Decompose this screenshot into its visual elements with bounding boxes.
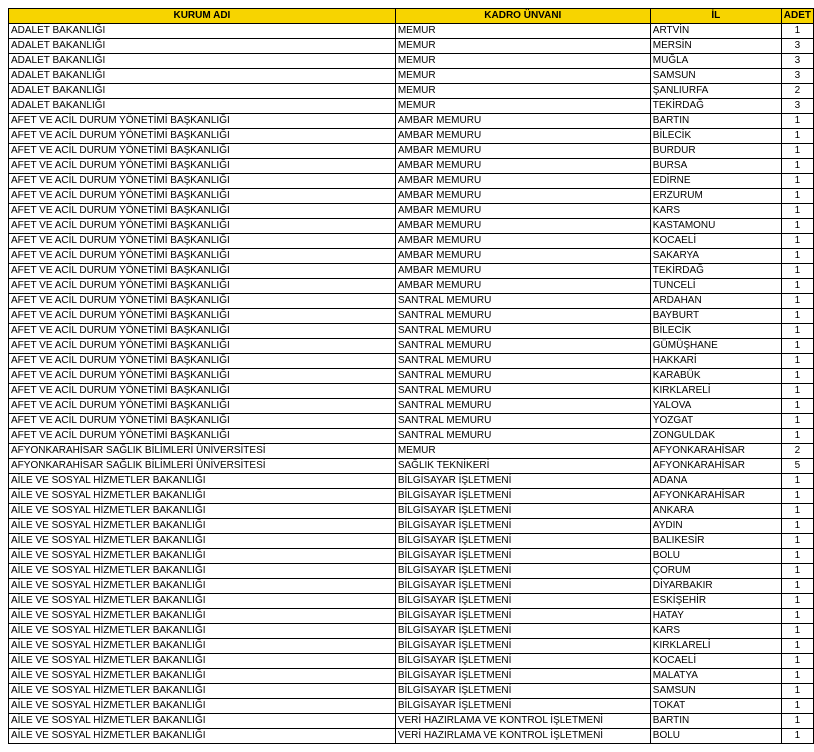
adet-cell[interactable]: 1: [781, 684, 813, 699]
kadro-unvani-cell[interactable]: MEMUR: [395, 24, 650, 39]
kadro-unvani-cell[interactable]: AMBAR MEMURU: [395, 219, 650, 234]
table-row: [9, 324, 814, 339]
table-row: [9, 279, 814, 294]
kurum-adi-cell[interactable]: AFET VE ACİL DURUM YÖNETİMİ BAŞKANLIĞI: [9, 339, 396, 354]
kadro-unvani-cell[interactable]: MEMUR: [395, 444, 650, 459]
kadro-unvani-cell[interactable]: AMBAR MEMURU: [395, 114, 650, 129]
table-row: [9, 504, 814, 519]
table-row: [9, 609, 814, 624]
header-kadro-unvani[interactable]: KADRO ÜNVANI: [395, 9, 650, 24]
kadro-unvani-cell[interactable]: AMBAR MEMURU: [395, 159, 650, 174]
adet-cell[interactable]: 1: [781, 579, 813, 594]
kadro-unvani-cell[interactable]: AMBAR MEMURU: [395, 129, 650, 144]
kadro-unvani-cell[interactable]: BİLGİSAYAR İŞLETMENİ: [395, 654, 650, 669]
kurum-adi-cell[interactable]: AİLE VE SOSYAL HİZMETLER BAKANLIĞI: [9, 684, 396, 699]
table-row: [9, 249, 814, 264]
kadro-unvani-cell[interactable]: MEMUR: [395, 99, 650, 114]
kurum-adi-cell[interactable]: ADALET BAKANLIĞI: [9, 24, 396, 39]
kurum-adi-cell[interactable]: AİLE VE SOSYAL HİZMETLER BAKANLIĞI: [9, 474, 396, 489]
il-cell[interactable]: KIRKLARELİ: [650, 384, 781, 399]
table-row: [9, 639, 814, 654]
table-row: [9, 594, 814, 609]
table-row: [9, 549, 814, 564]
table-row: [9, 534, 814, 549]
kadro-unvani-cell[interactable]: VERİ HAZIRLAMA VE KONTROL İŞLETMENİ: [395, 714, 650, 729]
kadro-unvani-cell[interactable]: BİLGİSAYAR İŞLETMENİ: [395, 504, 650, 519]
kurum-adi-cell[interactable]: AİLE VE SOSYAL HİZMETLER BAKANLIĞI: [9, 639, 396, 654]
kurum-adi-cell[interactable]: AİLE VE SOSYAL HİZMETLER BAKANLIĞI: [9, 564, 396, 579]
adet-cell[interactable]: 1: [781, 714, 813, 729]
table-row: [9, 84, 814, 99]
table-row: [9, 54, 814, 69]
table-row: [9, 294, 814, 309]
il-cell[interactable]: ŞANLIURFA: [650, 84, 781, 99]
kadro-unvani-cell[interactable]: VERİ HAZIRLAMA VE KONTROL İŞLETMENİ: [395, 729, 650, 744]
il-cell[interactable]: AFYONKARAHİSAR: [650, 459, 781, 474]
adet-cell[interactable]: 1: [781, 369, 813, 384]
il-cell[interactable]: TOKAT: [650, 699, 781, 714]
il-cell[interactable]: HAKKARİ: [650, 354, 781, 369]
il-cell[interactable]: MUĞLA: [650, 54, 781, 69]
table-row: [9, 429, 814, 444]
kurum-adi-cell[interactable]: ADALET BAKANLIĞI: [9, 69, 396, 84]
table-row: [9, 369, 814, 384]
table-row: [9, 219, 814, 234]
header-adet[interactable]: ADET: [781, 9, 813, 24]
il-cell[interactable]: HATAY: [650, 609, 781, 624]
adet-cell[interactable]: 1: [781, 669, 813, 684]
kurum-adi-cell[interactable]: AFET VE ACİL DURUM YÖNETİMİ BAŞKANLIĞI: [9, 144, 396, 159]
table-row: [9, 699, 814, 714]
kurum-adi-cell[interactable]: ADALET BAKANLIĞI: [9, 54, 396, 69]
kurum-adi-cell[interactable]: AFET VE ACİL DURUM YÖNETİMİ BAŞKANLIĞI: [9, 324, 396, 339]
adet-cell[interactable]: 1: [781, 279, 813, 294]
kurum-adi-cell[interactable]: AFET VE ACİL DURUM YÖNETİMİ BAŞKANLIĞI: [9, 354, 396, 369]
adet-cell[interactable]: 1: [781, 114, 813, 129]
il-cell[interactable]: KARABÜK: [650, 369, 781, 384]
table-row: [9, 24, 814, 39]
table-row: [9, 129, 814, 144]
adet-cell[interactable]: 1: [781, 594, 813, 609]
table-row: [9, 114, 814, 129]
adet-cell[interactable]: 1: [781, 654, 813, 669]
kadro-unvani-cell[interactable]: SANTRAL MEMURU: [395, 414, 650, 429]
kadro-unvani-cell[interactable]: BİLGİSAYAR İŞLETMENİ: [395, 564, 650, 579]
kurum-adi-cell[interactable]: AFYONKARAHİSAR SAĞLIK BİLİMLERİ ÜNİVERSİTESİ: [9, 459, 396, 474]
il-cell[interactable]: BİLECİK: [650, 129, 781, 144]
kadro-unvani-cell[interactable]: SANTRAL MEMURU: [395, 324, 650, 339]
kadro-unvani-cell[interactable]: MEMUR: [395, 84, 650, 99]
il-cell[interactable]: BOLU: [650, 549, 781, 564]
table-row: [9, 444, 814, 459]
kurum-adi-cell[interactable]: AFET VE ACİL DURUM YÖNETİMİ BAŞKANLIĞI: [9, 114, 396, 129]
kadro-unvani-cell[interactable]: SANTRAL MEMURU: [395, 369, 650, 384]
table-row: [9, 69, 814, 84]
kadro-unvani-cell[interactable]: AMBAR MEMURU: [395, 234, 650, 249]
table-row: [9, 174, 814, 189]
kurum-adi-cell[interactable]: AİLE VE SOSYAL HİZMETLER BAKANLIĞI: [9, 504, 396, 519]
kurum-adi-cell[interactable]: AFET VE ACİL DURUM YÖNETİMİ BAŞKANLIĞI: [9, 219, 396, 234]
il-cell[interactable]: KOCAELİ: [650, 654, 781, 669]
kadro-unvani-cell[interactable]: AMBAR MEMURU: [395, 189, 650, 204]
table-row: [9, 519, 814, 534]
adet-cell[interactable]: 1: [781, 729, 813, 744]
kadro-unvani-cell[interactable]: BİLGİSAYAR İŞLETMENİ: [395, 549, 650, 564]
table-row: [9, 729, 814, 744]
adet-cell[interactable]: 1: [781, 489, 813, 504]
adet-cell[interactable]: 1: [781, 399, 813, 414]
adet-cell[interactable]: 1: [781, 204, 813, 219]
kurum-adi-cell[interactable]: AİLE VE SOSYAL HİZMETLER BAKANLIĞI: [9, 579, 396, 594]
il-cell[interactable]: DİYARBAKIR: [650, 579, 781, 594]
adet-cell[interactable]: 1: [781, 474, 813, 489]
adet-cell[interactable]: 1: [781, 699, 813, 714]
il-cell[interactable]: GÜMÜŞHANE: [650, 339, 781, 354]
table-row: [9, 264, 814, 279]
kurum-adi-cell[interactable]: AİLE VE SOSYAL HİZMETLER BAKANLIĞI: [9, 699, 396, 714]
table-row: [9, 309, 814, 324]
il-cell[interactable]: KARS: [650, 624, 781, 639]
kurum-adi-cell[interactable]: AFET VE ACİL DURUM YÖNETİMİ BAŞKANLIĞI: [9, 249, 396, 264]
adet-cell[interactable]: 1: [781, 519, 813, 534]
table-row: [9, 489, 814, 504]
table-row: [9, 564, 814, 579]
adet-cell[interactable]: 1: [781, 384, 813, 399]
kurum-adi-cell[interactable]: AFET VE ACİL DURUM YÖNETİMİ BAŞKANLIĞI: [9, 234, 396, 249]
kurum-adi-cell[interactable]: AİLE VE SOSYAL HİZMETLER BAKANLIĞI: [9, 489, 396, 504]
adet-cell[interactable]: 1: [781, 24, 813, 39]
il-cell[interactable]: SAKARYA: [650, 249, 781, 264]
kurum-adi-cell[interactable]: AİLE VE SOSYAL HİZMETLER BAKANLIĞI: [9, 609, 396, 624]
kurum-adi-cell[interactable]: ADALET BAKANLIĞI: [9, 39, 396, 54]
adet-cell[interactable]: 1: [781, 534, 813, 549]
adet-cell[interactable]: 3: [781, 69, 813, 84]
kurum-adi-cell[interactable]: AİLE VE SOSYAL HİZMETLER BAKANLIĞI: [9, 714, 396, 729]
table-row: [9, 144, 814, 159]
table-row: [9, 459, 814, 474]
il-cell[interactable]: BOLU: [650, 729, 781, 744]
kadro-unvani-cell[interactable]: BİLGİSAYAR İŞLETMENİ: [395, 609, 650, 624]
adet-cell[interactable]: 3: [781, 54, 813, 69]
il-cell[interactable]: BAYBURT: [650, 309, 781, 324]
adet-cell[interactable]: 1: [781, 504, 813, 519]
kurum-adi-cell[interactable]: AİLE VE SOSYAL HİZMETLER BAKANLIĞI: [9, 624, 396, 639]
table-row: [9, 624, 814, 639]
table-row: [9, 159, 814, 174]
header-il[interactable]: İL: [650, 9, 781, 24]
kurum-adi-cell[interactable]: AİLE VE SOSYAL HİZMETLER BAKANLIĞI: [9, 669, 396, 684]
adet-cell[interactable]: 1: [781, 354, 813, 369]
kurum-adi-cell[interactable]: AİLE VE SOSYAL HİZMETLER BAKANLIĞI: [9, 519, 396, 534]
kurum-adi-cell[interactable]: AFET VE ACİL DURUM YÖNETİMİ BAŞKANLIĞI: [9, 414, 396, 429]
kadro-unvani-cell[interactable]: MEMUR: [395, 54, 650, 69]
kadro-unvani-cell[interactable]: SANTRAL MEMURU: [395, 294, 650, 309]
table-row: [9, 204, 814, 219]
table-row: [9, 234, 814, 249]
kurum-adi-cell[interactable]: AFET VE ACİL DURUM YÖNETİMİ BAŞKANLIĞI: [9, 174, 396, 189]
table-row: [9, 684, 814, 699]
adet-cell[interactable]: 1: [781, 174, 813, 189]
il-cell[interactable]: AYDIN: [650, 519, 781, 534]
header-row: [9, 9, 814, 24]
header-kurum-adi[interactable]: KURUM ADI: [9, 9, 396, 24]
kadro-unvani-cell[interactable]: MEMUR: [395, 69, 650, 84]
il-cell[interactable]: TEKİRDAĞ: [650, 99, 781, 114]
il-cell[interactable]: ADANA: [650, 474, 781, 489]
table-row: [9, 654, 814, 669]
kadro-unvani-cell[interactable]: AMBAR MEMURU: [395, 204, 650, 219]
kurum-adi-cell[interactable]: AFET VE ACİL DURUM YÖNETİMİ BAŞKANLIĞI: [9, 189, 396, 204]
kurum-adi-cell[interactable]: AFET VE ACİL DURUM YÖNETİMİ BAŞKANLIĞI: [9, 384, 396, 399]
adet-cell[interactable]: 1: [781, 249, 813, 264]
il-cell[interactable]: AFYONKARAHİSAR: [650, 444, 781, 459]
kurum-adi-cell[interactable]: AFET VE ACİL DURUM YÖNETİMİ BAŞKANLIĞI: [9, 294, 396, 309]
table-row: [9, 399, 814, 414]
adet-cell[interactable]: 1: [781, 264, 813, 279]
kadro-unvani-cell[interactable]: BİLGİSAYAR İŞLETMENİ: [395, 534, 650, 549]
il-cell[interactable]: MERSİN: [650, 39, 781, 54]
kadro-unvani-cell[interactable]: SANTRAL MEMURU: [395, 354, 650, 369]
kadro-unvani-cell[interactable]: SANTRAL MEMURU: [395, 429, 650, 444]
table-row: [9, 189, 814, 204]
table-row: [9, 579, 814, 594]
il-cell[interactable]: BURSA: [650, 159, 781, 174]
kadro-unvani-cell[interactable]: BİLGİSAYAR İŞLETMENİ: [395, 474, 650, 489]
table-row: [9, 339, 814, 354]
il-cell[interactable]: TUNCELİ: [650, 279, 781, 294]
kadro-table: [8, 8, 814, 744]
il-cell[interactable]: MALATYA: [650, 669, 781, 684]
il-cell[interactable]: ARTVİN: [650, 24, 781, 39]
il-cell[interactable]: SAMSUN: [650, 69, 781, 84]
table-row: [9, 39, 814, 54]
il-cell[interactable]: BARTIN: [650, 114, 781, 129]
il-cell[interactable]: KOCAELİ: [650, 234, 781, 249]
kurum-adi-cell[interactable]: ADALET BAKANLIĞI: [9, 99, 396, 114]
adet-cell[interactable]: 3: [781, 39, 813, 54]
kurum-adi-cell[interactable]: ADALET BAKANLIĞI: [9, 84, 396, 99]
kadro-unvani-cell[interactable]: BİLGİSAYAR İŞLETMENİ: [395, 594, 650, 609]
il-cell[interactable]: ARDAHAN: [650, 294, 781, 309]
kurum-adi-cell[interactable]: AFET VE ACİL DURUM YÖNETİMİ BAŞKANLIĞI: [9, 159, 396, 174]
il-cell[interactable]: BİLECİK: [650, 324, 781, 339]
kadro-unvani-cell[interactable]: BİLGİSAYAR İŞLETMENİ: [395, 624, 650, 639]
kadro-unvani-cell[interactable]: SANTRAL MEMURU: [395, 384, 650, 399]
kurum-adi-cell[interactable]: AFET VE ACİL DURUM YÖNETİMİ BAŞKANLIĞI: [9, 279, 396, 294]
il-cell[interactable]: KARS: [650, 204, 781, 219]
adet-cell[interactable]: 1: [781, 324, 813, 339]
kadro-unvani-cell[interactable]: BİLGİSAYAR İŞLETMENİ: [395, 519, 650, 534]
kurum-adi-cell[interactable]: AİLE VE SOSYAL HİZMETLER BAKANLIĞI: [9, 549, 396, 564]
table-row: [9, 354, 814, 369]
kadro-unvani-cell[interactable]: MEMUR: [395, 39, 650, 54]
adet-cell[interactable]: 1: [781, 234, 813, 249]
adet-cell[interactable]: 1: [781, 294, 813, 309]
kadro-unvani-cell[interactable]: BİLGİSAYAR İŞLETMENİ: [395, 639, 650, 654]
adet-cell[interactable]: 1: [781, 309, 813, 324]
adet-cell[interactable]: 1: [781, 339, 813, 354]
adet-cell[interactable]: 1: [781, 219, 813, 234]
adet-cell[interactable]: 5: [781, 459, 813, 474]
adet-cell[interactable]: 1: [781, 609, 813, 624]
adet-cell[interactable]: 1: [781, 159, 813, 174]
il-cell[interactable]: ANKARA: [650, 504, 781, 519]
kadro-unvani-cell[interactable]: SANTRAL MEMURU: [395, 339, 650, 354]
table-row: [9, 384, 814, 399]
kurum-adi-cell[interactable]: AFET VE ACİL DURUM YÖNETİMİ BAŞKANLIĞI: [9, 429, 396, 444]
table-row: [9, 414, 814, 429]
il-cell[interactable]: AFYONKARAHİSAR: [650, 489, 781, 504]
il-cell[interactable]: ÇORUM: [650, 564, 781, 579]
kurum-adi-cell[interactable]: AİLE VE SOSYAL HİZMETLER BAKANLIĞI: [9, 654, 396, 669]
kurum-adi-cell[interactable]: AFET VE ACİL DURUM YÖNETİMİ BAŞKANLIĞI: [9, 399, 396, 414]
il-cell[interactable]: BURDUR: [650, 144, 781, 159]
kurum-adi-cell[interactable]: AFET VE ACİL DURUM YÖNETİMİ BAŞKANLIĞI: [9, 264, 396, 279]
kadro-unvani-cell[interactable]: SANTRAL MEMURU: [395, 399, 650, 414]
kurum-adi-cell[interactable]: AİLE VE SOSYAL HİZMETLER BAKANLIĞI: [9, 594, 396, 609]
il-cell[interactable]: SAMSUN: [650, 684, 781, 699]
il-cell[interactable]: KASTAMONU: [650, 219, 781, 234]
adet-cell[interactable]: 1: [781, 564, 813, 579]
il-cell[interactable]: BARTIN: [650, 714, 781, 729]
adet-cell[interactable]: 1: [781, 189, 813, 204]
kadro-unvani-cell[interactable]: SANTRAL MEMURU: [395, 309, 650, 324]
kadro-unvani-cell[interactable]: AMBAR MEMURU: [395, 174, 650, 189]
kadro-unvani-cell[interactable]: BİLGİSAYAR İŞLETMENİ: [395, 579, 650, 594]
kurum-adi-cell[interactable]: AİLE VE SOSYAL HİZMETLER BAKANLIĞI: [9, 534, 396, 549]
kadro-unvani-cell[interactable]: AMBAR MEMURU: [395, 144, 650, 159]
kadro-unvani-cell[interactable]: SAĞLIK TEKNİKERİ: [395, 459, 650, 474]
adet-cell[interactable]: 1: [781, 624, 813, 639]
table-row: [9, 99, 814, 114]
kurum-adi-cell[interactable]: AİLE VE SOSYAL HİZMETLER BAKANLIĞI: [9, 729, 396, 744]
il-cell[interactable]: YOZGAT: [650, 414, 781, 429]
table-row: [9, 474, 814, 489]
kurum-adi-cell[interactable]: AFYONKARAHİSAR SAĞLIK BİLİMLERİ ÜNİVERSİTESİ: [9, 444, 396, 459]
il-cell[interactable]: ERZURUM: [650, 189, 781, 204]
adet-cell[interactable]: 2: [781, 84, 813, 99]
kadro-unvani-cell[interactable]: AMBAR MEMURU: [395, 264, 650, 279]
kurum-adi-cell[interactable]: AFET VE ACİL DURUM YÖNETİMİ BAŞKANLIĞI: [9, 369, 396, 384]
kurum-adi-cell[interactable]: AFET VE ACİL DURUM YÖNETİMİ BAŞKANLIĞI: [9, 309, 396, 324]
kadro-unvani-cell[interactable]: BİLGİSAYAR İŞLETMENİ: [395, 684, 650, 699]
table-row: [9, 714, 814, 729]
kadro-unvani-cell[interactable]: BİLGİSAYAR İŞLETMENİ: [395, 669, 650, 684]
il-cell[interactable]: YALOVA: [650, 399, 781, 414]
il-cell[interactable]: BALIKESİR: [650, 534, 781, 549]
il-cell[interactable]: ESKİŞEHİR: [650, 594, 781, 609]
adet-cell[interactable]: 1: [781, 639, 813, 654]
adet-cell[interactable]: 1: [781, 144, 813, 159]
adet-cell[interactable]: 1: [781, 549, 813, 564]
adet-cell[interactable]: 2: [781, 444, 813, 459]
kurum-adi-cell[interactable]: AFET VE ACİL DURUM YÖNETİMİ BAŞKANLIĞI: [9, 129, 396, 144]
adet-cell[interactable]: 1: [781, 414, 813, 429]
adet-cell[interactable]: 3: [781, 99, 813, 114]
il-cell[interactable]: KIRKLARELİ: [650, 639, 781, 654]
adet-cell[interactable]: 1: [781, 429, 813, 444]
il-cell[interactable]: ZONGULDAK: [650, 429, 781, 444]
kadro-unvani-cell[interactable]: AMBAR MEMURU: [395, 249, 650, 264]
kadro-unvani-cell[interactable]: AMBAR MEMURU: [395, 279, 650, 294]
kadro-unvani-cell[interactable]: BİLGİSAYAR İŞLETMENİ: [395, 489, 650, 504]
adet-cell[interactable]: 1: [781, 129, 813, 144]
kurum-adi-cell[interactable]: AFET VE ACİL DURUM YÖNETİMİ BAŞKANLIĞI: [9, 204, 396, 219]
kadro-unvani-cell[interactable]: BİLGİSAYAR İŞLETMENİ: [395, 699, 650, 714]
il-cell[interactable]: EDİRNE: [650, 174, 781, 189]
il-cell[interactable]: TEKİRDAĞ: [650, 264, 781, 279]
table-row: [9, 669, 814, 684]
